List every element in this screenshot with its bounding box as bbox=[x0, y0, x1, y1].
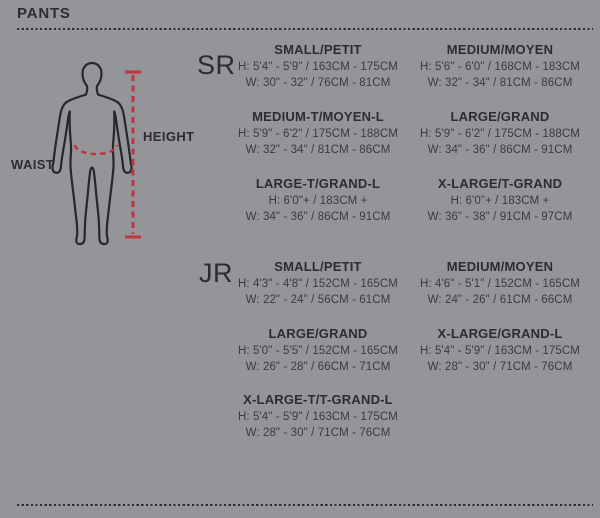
size-waist-range: W: 28" - 30" / 71CM - 76CM bbox=[245, 427, 391, 439]
size-waist-range: W: 30" - 32" / 76CM - 81CM bbox=[245, 77, 391, 89]
size-waist-range: W: 26" - 28" / 66CM - 71CM bbox=[245, 361, 391, 373]
size-height-range: H: 5'4" - 5'9" / 163CM - 175CM bbox=[419, 345, 580, 357]
size-block-sr-small bbox=[218, 42, 418, 91]
size-height-range: H: 5'9" - 6'2" / 175CM - 188CM bbox=[419, 128, 580, 140]
size-block-sr-large-t bbox=[218, 176, 418, 225]
size-name: X-LARGE/GRAND-L bbox=[437, 326, 563, 341]
dotted-divider-bottom bbox=[17, 504, 593, 506]
size-height-range: H: 6'0"+ / 183CM + bbox=[450, 195, 550, 207]
section-label-jr: JR bbox=[199, 258, 233, 288]
page-title: PANTS bbox=[17, 5, 71, 22]
size-waist-range: W: 32" - 34" / 81CM - 86CM bbox=[427, 77, 573, 89]
size-block-sr-large bbox=[400, 109, 600, 158]
size-waist-range: W: 24" - 26" / 61CM - 66CM bbox=[427, 294, 573, 306]
size-name: LARGE/GRAND bbox=[268, 326, 368, 341]
size-name: SMALL/PETIT bbox=[274, 42, 362, 57]
size-height-range: H: 6'0"+ / 183CM + bbox=[268, 195, 368, 207]
size-height-range: H: 5'9" - 6'2" / 175CM - 188CM bbox=[237, 128, 398, 140]
size-waist-range: W: 34" - 36" / 86CM - 91CM bbox=[427, 144, 573, 156]
section-label-sr: SR bbox=[197, 50, 236, 80]
body-figure bbox=[35, 60, 205, 250]
size-waist-range: W: 32" - 34" / 81CM - 86CM bbox=[245, 144, 391, 156]
size-block-sr-medium-t bbox=[218, 109, 418, 158]
size-block-sr-xlarge bbox=[400, 176, 600, 225]
size-name: SMALL/PETIT bbox=[274, 259, 362, 274]
waist-dashed-ellipse bbox=[75, 145, 117, 154]
size-waist-range: W: 22" - 24" / 56CM - 61CM bbox=[245, 294, 391, 306]
size-height-range: H: 5'4" - 5'9" / 163CM - 175CM bbox=[237, 411, 398, 423]
size-waist-range: W: 34" - 36" / 86CM - 91CM bbox=[245, 211, 391, 223]
size-block-sr-medium bbox=[400, 42, 600, 91]
height-label: HEIGHT bbox=[143, 129, 195, 144]
size-waist-range: W: 28" - 30" / 71CM - 76CM bbox=[427, 361, 573, 373]
size-block-jr-small bbox=[218, 259, 418, 308]
size-height-range: H: 4'6" - 5'1" / 152CM - 165CM bbox=[419, 278, 580, 290]
size-block-jr-medium bbox=[400, 259, 600, 308]
size-block-jr-xlarge-t bbox=[218, 392, 418, 441]
size-name: LARGE-T/GRAND-L bbox=[255, 176, 381, 191]
size-name: MEDIUM/MOYEN bbox=[446, 259, 554, 274]
waist-label: WAIST bbox=[11, 157, 55, 172]
size-height-range: H: 5'0" - 5'5" / 152CM - 165CM bbox=[237, 345, 398, 357]
size-height-range: H: 5'4" - 5'9" / 163CM - 175CM bbox=[237, 61, 398, 73]
size-name: MEDIUM/MOYEN bbox=[446, 42, 554, 57]
size-block-jr-large bbox=[218, 326, 418, 375]
size-height-range: H: 4'3" - 4'8" / 152CM - 165CM bbox=[237, 278, 398, 290]
size-name: X-LARGE-T/T-GRAND-L bbox=[243, 392, 393, 407]
size-height-range: H: 5'6" - 6'0" / 168CM - 183CM bbox=[419, 61, 580, 73]
size-block-jr-xlarge bbox=[400, 326, 600, 375]
size-name: X-LARGE/T-GRAND bbox=[437, 176, 563, 191]
size-waist-range: W: 36" - 38" / 91CM - 97CM bbox=[427, 211, 573, 223]
size-name: MEDIUM-T/MOYEN-L bbox=[252, 109, 384, 124]
height-measure-line bbox=[125, 72, 141, 237]
size-name: LARGE/GRAND bbox=[450, 109, 550, 124]
dotted-divider-top bbox=[17, 28, 593, 30]
